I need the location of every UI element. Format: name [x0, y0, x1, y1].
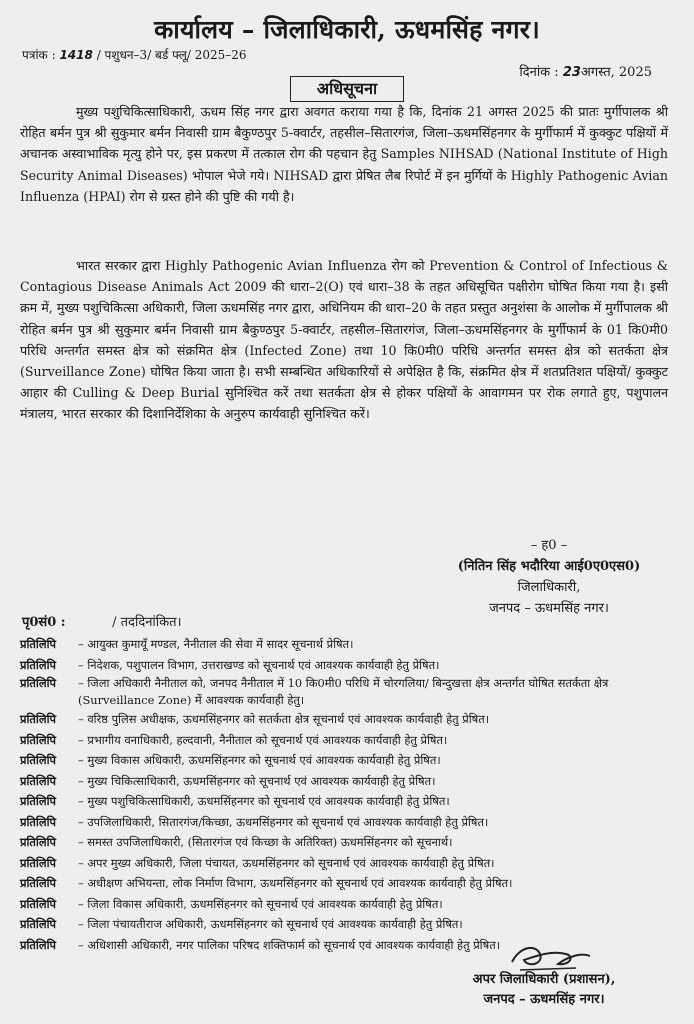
copy-item [20, 832, 680, 853]
notice-title: अधिसूचना [290, 76, 404, 102]
copy-item [20, 675, 680, 709]
copy-label: प्रतिलिपि [20, 637, 57, 651]
copy-text: – निदेशक, पशुपालन विभाग, उत्तराखण्ड को सूचनार्थ एवं आवश्यक कार्यवाही हेतु प्रेषित। [78, 657, 440, 672]
copy-text: – मुख्य चिकित्साधिकारी, ऊधमसिंहनगर को सूचनार्थ एवं आवश्यक कार्यवाही हेतु प्रेषित। [78, 773, 436, 788]
copy-text: – अपर मुख्य अधिकारी, जिला पंचायत, ऊधमसिंहनगर को सूचनार्थ एवं आवश्यक कार्यवाही हेतु प्रेषित। [78, 855, 495, 870]
office-title: कार्यालय – जिलाधिकारी, ऊधमसिंह नगर। [154, 15, 540, 44]
copy-item [20, 873, 680, 894]
copy-text: – मुख्य विकास अधिकारी, ऊधमसिंहनगर को सूचनार्थ एवं आवश्यक कार्यवाही हेतु प्रेषित। [78, 753, 441, 767]
copy-label: प्रतिलिपि [20, 732, 57, 747]
copy-label: प्रतिलिपि [20, 773, 57, 788]
copy-label: प्रतिलिपि [20, 937, 57, 952]
endorsement-ref [22, 612, 182, 630]
copy-label: प्रतिलिपि [20, 753, 57, 767]
copy-item [20, 709, 680, 730]
endorsement-label: पृ0सं0 : [22, 615, 66, 630]
copy-list [20, 634, 680, 955]
copy-item [20, 853, 680, 874]
copy-text: – अधिशासी अधिकारी, नगर पालिका परिषद शक्तिफार्म को सूचनार्थ एवं आवश्यक कार्यवाही हेतु प्रेषित। [78, 937, 501, 952]
copy-label: प्रतिलिपि [20, 657, 57, 672]
copy-label: प्रतिलिपि [20, 794, 57, 808]
date-rest: अगस्त, 2025 [580, 65, 652, 80]
copy-label: प्रतिलिपि [20, 917, 57, 931]
copy-text: – प्रभागीय वनाधिकारी, हल्दवानी, नैनीताल को सूचनार्थ एवं आवश्यक कार्यवाही हेतु प्रेषित। [78, 732, 448, 747]
copy-item [20, 894, 680, 915]
copy-item [20, 914, 680, 935]
copy-item [20, 730, 680, 751]
date-line [519, 62, 652, 80]
signature-block-dm [444, 535, 654, 619]
copy-label: प्रतिलिपि [20, 855, 57, 870]
adm-district: जनपद – ऊधमसिंह नगर। [483, 992, 605, 1007]
copy-text: – जिला अधिकारी नैनीताल को, जनपद नैनीताल में 10 कि0मी0 परिधि में चोरगलिया/ बिन्दुखत्ता क्षेत्र अन्तर्गत घोषित सतर्कता क्षेत्र (Surveillance Zone) में आवश्यक कार्यवाही हेतु। [78, 676, 609, 707]
paragraph-1: मुख्य पशुचिकित्साधिकारी, ऊधम सिंह नगर द्वारा अवगत कराया गया है कि, दिनांक 21 अगस्त 2025 की प्रातः मुर्गीपालक श्री रोहित बर्मन पुत्र श्री सुकुमार बर्मन निवासी ग्राम बैकुण्ठपुर 5-क्वार्टर, तहसील–सितारगंज, जिला–ऊधमसिंहनगर के मुर्गीफार्म में कुक्कुट पक्षियों में अचानक अस्वाभाविक मृत्यु होने पर, इस प्रकरण में तत्काल रोग की पहचान हेतु Samples NIHSAD (National Institute of High Security Animal Diseases) भोपाल भेजे गये। NIHSAD द्वारा प्रेषित लैब रिपोर्ट में इन मुर्गियों के Highly Pathogenic Avian Influenza (HPAI) रोग से ग्रस्त होने की पुष्टि की गयी है। [20, 104, 668, 204]
copy-text: – वरिष्ठ पुलिस अधीक्षक, ऊधमसिंहनगर को सतर्कता क्षेत्र सूचनार्थ एवं आवश्यक कार्यवाही हेतु प्रेषित। [78, 712, 490, 726]
adm-designation: अपर जिलाधिकारी (प्रशासन), [472, 972, 616, 987]
paragraph-2: भारत सरकार द्वारा Highly Pathogenic Avian Influenza रोग को Prevention & Control of Infectious & Contagious Disease Animals Act 2009 की धारा–2(O) एवं धारा–38 के तहत अधिसूचित पक्षीरोग घोषित किया गया है। इसी क्रम में, मुख्य पशुचिकित्सा अधिकारी, जिला ऊधमसिंह नगर द्वारा, अधिनियम की धारा–20 के तहत प्रस्तुत अनुशंसा के आलोक में मुर्गीपालक श्री रोहित बर्मन पुत्र श्री सुकुमार बर्मन निवासी ग्राम बैकुण्ठपुर 5-क्वार्टर, तहसील–सितारगंज, जिला–ऊधमसिंहनगर के मुर्गीफार्म के 01 कि0मी0 परिधि अन्तर्गत समस्त क्षेत्र को संक्रमित क्षेत्र (Infected Zone) तथा 10 कि0मी0 परिधि अन्तर्गत समस्त क्षेत्र को सतर्कता क्षेत्र (Surveillance Zone) घोषित किया जाता है। सभी सम्बन्धित अधिकारियों से अपेक्षित है कि, संक्रमित क्षेत्र में शतप्रतिशत पक्षियों/ कुक्कुट आहार की Culling & Deep Burial सुनिश्चित करें तथा सतर्कता क्षेत्र से होकर पक्षियों के आवागमन पर रोक लगाते हुए, पशुपालन मंत्रालय, भारत सरकार की दिशानिर्देशिका के अनुरुप कार्यवाही सुनिश्चित करें। [20, 258, 668, 422]
copy-label: प्रतिलिपि [20, 896, 57, 911]
signatory-designation: जिलाधिकारी, [517, 580, 581, 595]
ref-prefix: पत्रांक : [22, 48, 56, 62]
date-prefix: दिनांक : [519, 65, 559, 80]
endorsement-value: / तददिनांकित। [112, 615, 182, 630]
copy-item [20, 750, 680, 771]
copy-item [20, 771, 680, 792]
copy-text: – जिला विकास अधिकारी, ऊधमसिंहनगर को सूचनार्थ एवं आवश्यक कार्यवाही हेतु प्रेषित। [78, 896, 443, 911]
signed-abbr: – ह0 – [530, 538, 568, 553]
copy-text: – समस्त उपजिलाधिकारी, (सितारगंज एवं किच्छा के अतिरिक्त) ऊधमसिंहनगर को सूचनार्थ। [78, 835, 453, 849]
signature-block-adm [434, 970, 654, 1010]
copy-item [20, 634, 680, 655]
ref-suffix: / पशुधन–3/ बर्ड फ्लू/ 2025–26 [96, 48, 247, 62]
copy-item [20, 655, 680, 676]
signatory-district: जनपद – ऊधमसिंह नगर। [489, 601, 609, 616]
copy-text: – अधीक्षण अभियन्ता, लोक निर्माण विभाग, ऊधमसिंहनगर को सूचनार्थ एवं आवश्यक कार्यवाही हेतु प्रेषित। [78, 876, 513, 890]
copy-text: – उपजिलाधिकारी, सितारगंज/किच्छा, ऊधमसिंहनगर को सूचनार्थ एवं आवश्यक कार्यवाही हेतु प्रेषित। [78, 814, 489, 829]
copy-label: प्रतिलिपि [20, 676, 57, 690]
copy-label: प्रतिलिपि [20, 835, 57, 849]
reference-line [22, 46, 247, 63]
copy-label: प्रतिलिपि [20, 814, 57, 829]
copy-text: – आयुक्त कुमायूँ मण्डल, नैनीताल की सेवा में सादर सूचनार्थ प्रेषित। [78, 637, 354, 651]
signatory-name: (नितिन सिंह भदौरिया आई0ए0एस0) [457, 559, 641, 574]
copy-item [20, 791, 680, 812]
ref-number: 1418 [59, 48, 93, 62]
copy-item [20, 812, 680, 833]
copy-label: प्रतिलिपि [20, 712, 57, 726]
copy-label: प्रतिलिपि [20, 876, 57, 890]
date-day: 23 [562, 65, 581, 80]
copy-text: – मुख्य पशुचिकित्साधिकारी, ऊधमसिंहनगर को सूचनार्थ एवं आवश्यक कार्यवाही हेतु प्रेषित। [78, 794, 450, 808]
copy-text: – जिला पंचायतीराज अधिकारी, ऊधमसिंहनगर को सूचनार्थ एवं आवश्यक कार्यवाही हेतु प्रेषित। [78, 917, 463, 931]
